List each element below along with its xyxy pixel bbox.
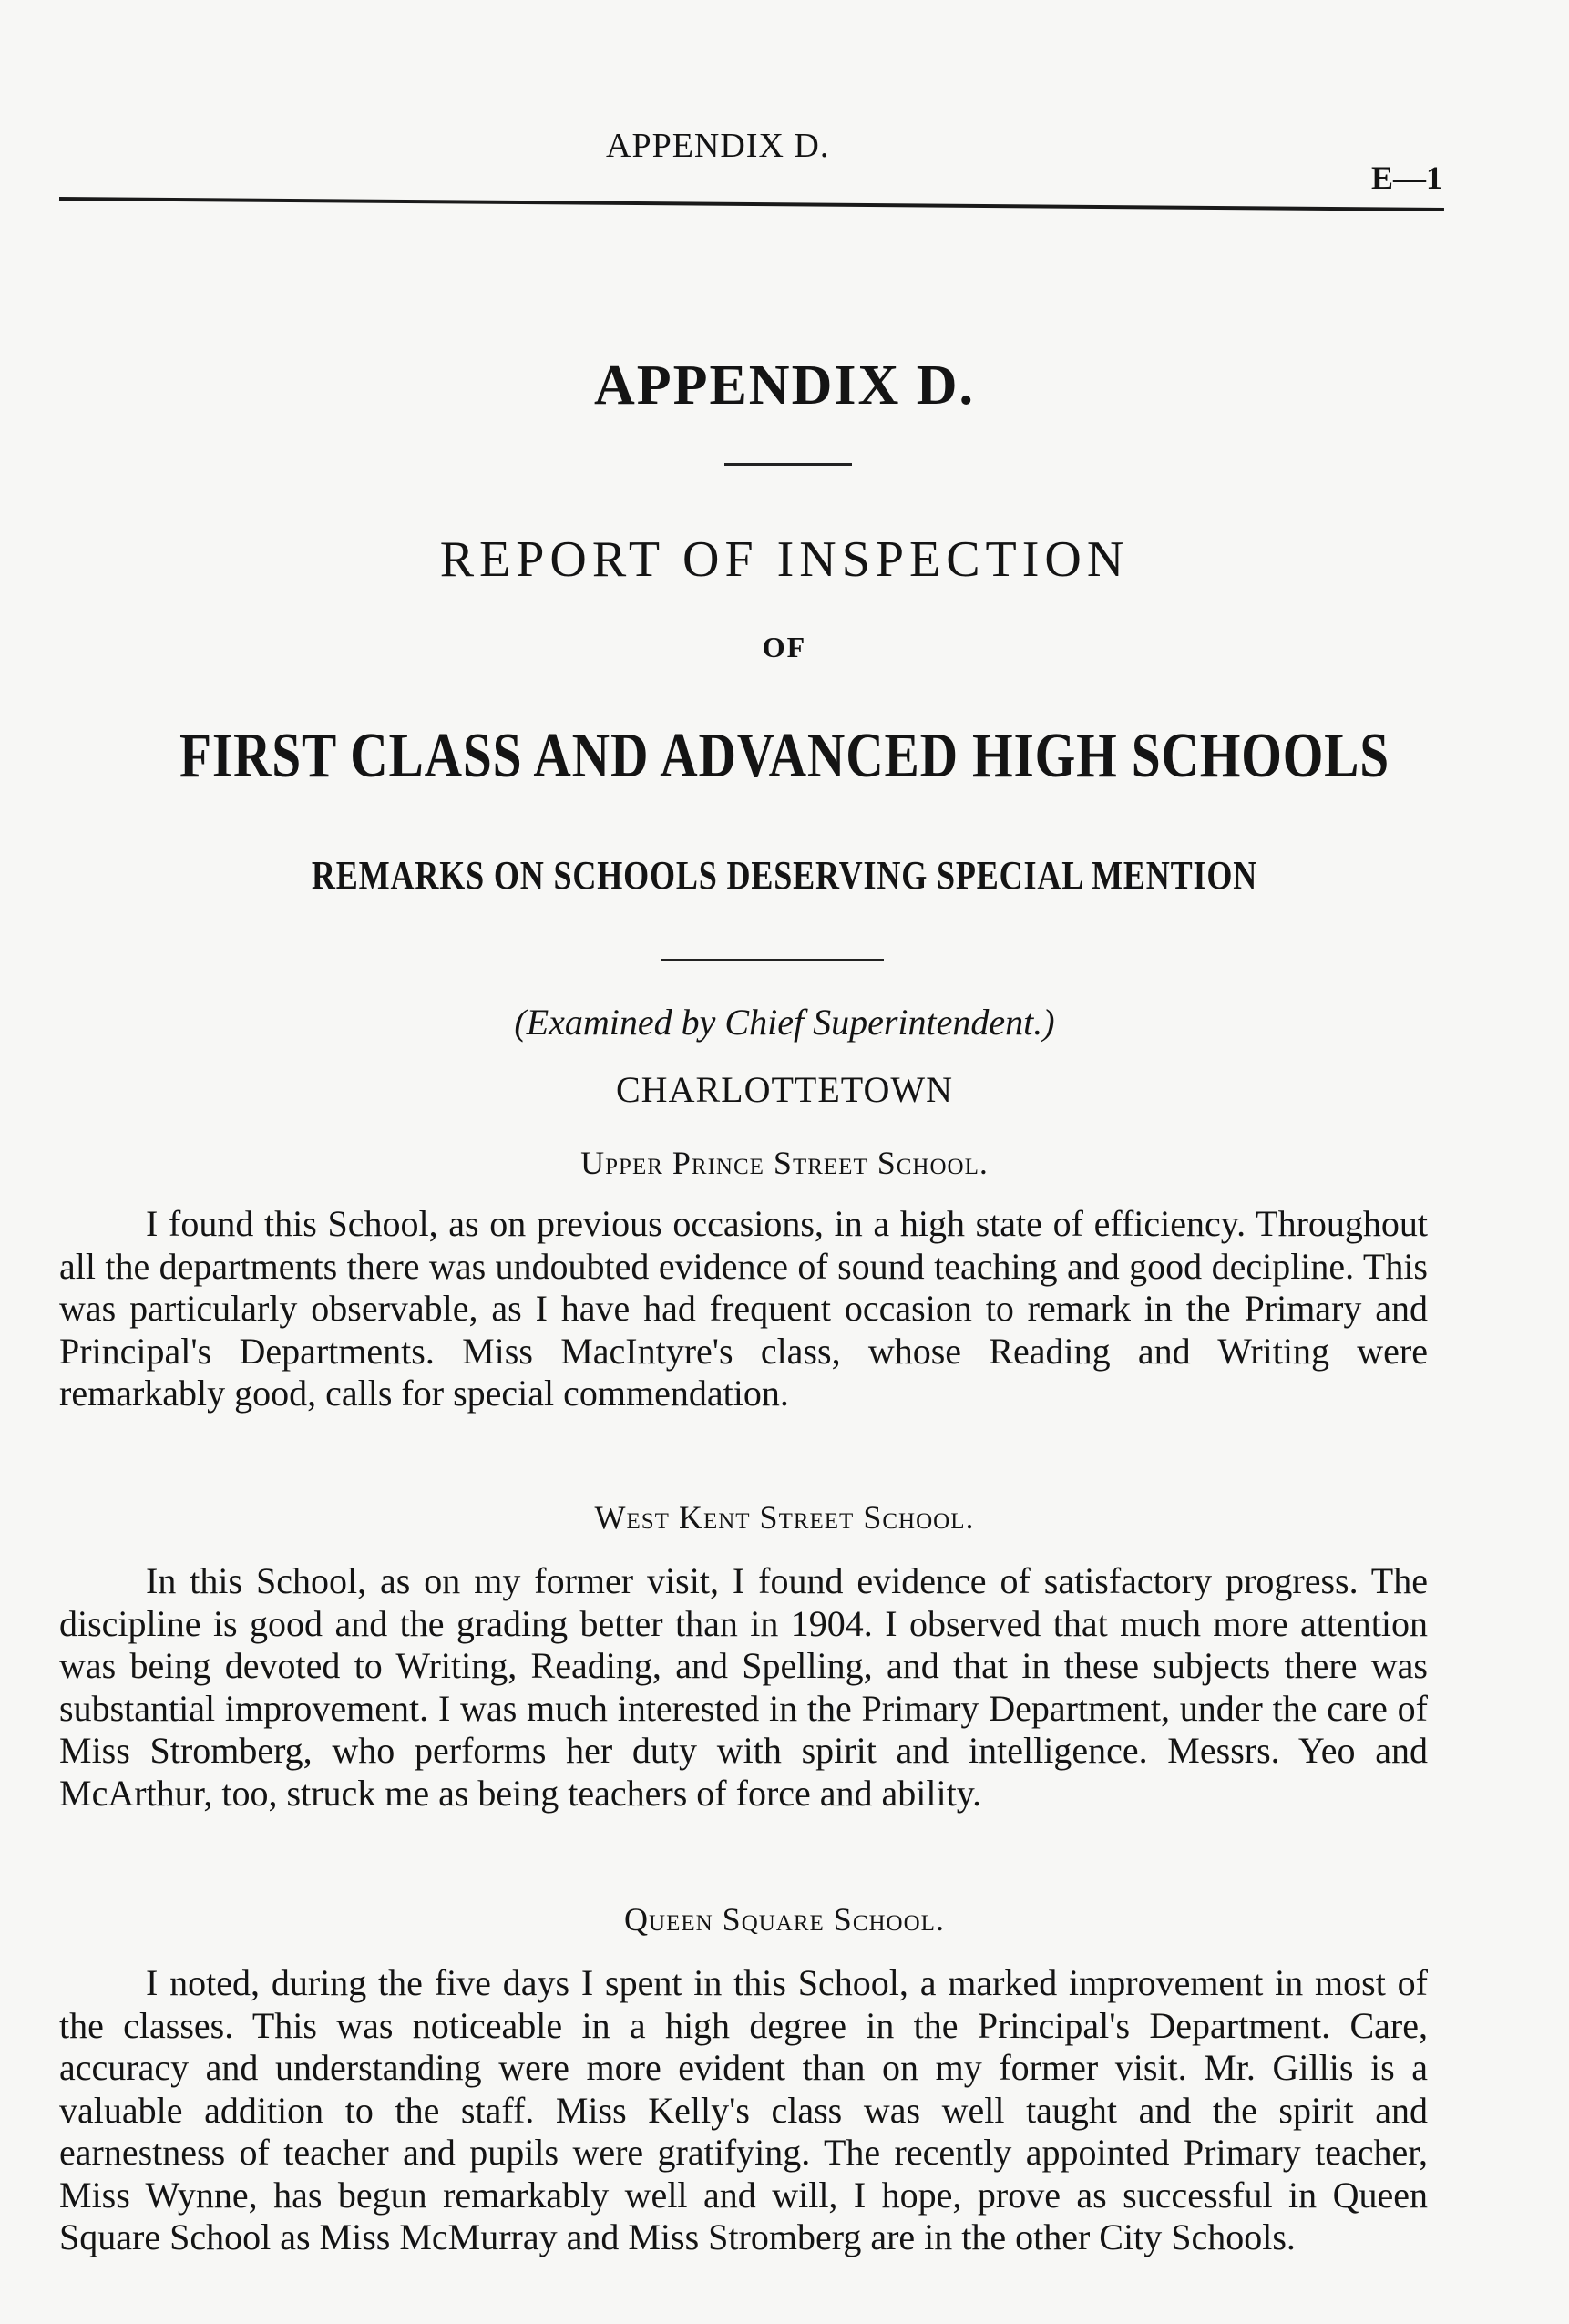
appendix-title: APPENDIX D. bbox=[593, 355, 976, 416]
remarks-rule bbox=[661, 959, 884, 961]
of-line: OF bbox=[762, 631, 807, 663]
title-rule bbox=[724, 463, 852, 466]
page-number: E—1 bbox=[1371, 159, 1443, 196]
report-title: REPORT OF INSPECTION bbox=[439, 531, 1130, 588]
remarks-title: REMARKS ON SCHOOLS DESERVING SPECIAL MENTION bbox=[311, 853, 1258, 898]
paragraph-queen-square: I noted, during the five days I spent in this School, a marked improvement in most of the classes. This was noticeable in a high degree in the Principal's Department. Care, accuracy and understanding were more evident than on my former visit. Mr. Gillis is a valuable addition to the staff. Miss Kelly's class was well taught and the spirit and earnestness of teacher and pupils were gratifying. The recently appointed Primary teacher, Miss Wynne, has begun remarkably well and will, I hope, prove as successful in Queen Square School as Miss McMurray and Miss Stromberg are in the other City Schools. bbox=[59, 1962, 1428, 2257]
school-heading-west-kent: West Kent Street School. bbox=[594, 1499, 975, 1536]
running-header bbox=[0, 126, 1569, 196]
examined-line: (Examined by Chief Superintendent.) bbox=[514, 1002, 1055, 1043]
paragraph-upper-prince: I found this School, as on previous occasions, in a high state of efficiency. Throughout all the departments there was undoubted evidence of sound teaching and good decipline. This was particularly observable, as I have had frequent occasion to remark in the Primary and Principal's Departments. Miss MacIntyre's class, whose Reading and Writing were remarkably good, calls for special commendation. bbox=[59, 1203, 1428, 1414]
city-heading: CHARLOTTETOWN bbox=[616, 1069, 953, 1110]
running-title: APPENDIX D. bbox=[606, 127, 830, 165]
school-heading-upper-prince: Upper Prince Street School. bbox=[580, 1145, 989, 1181]
schools-title: FIRST CLASS AND ADVANCED HIGH SCHOOLS bbox=[179, 721, 1390, 791]
paragraph-west-kent: In this School, as on my former visit, I found evidence of satisfactory progress. The discipline is good and the grading better than in 1904. I observed that much more attention was being devoted to Writing, Reading, and Spelling, and that in these subjects there was substantial improvement. I was much interested in the Primary Department, under the care of Miss Stromberg, who performs her duty with spirit and intelligence. Messrs. Yeo and McArthur, too, struck me as being teachers of force and ability. bbox=[59, 1560, 1428, 1814]
school-heading-queen-square: Queen Square School. bbox=[624, 1901, 945, 1938]
header-rule bbox=[59, 197, 1444, 211]
